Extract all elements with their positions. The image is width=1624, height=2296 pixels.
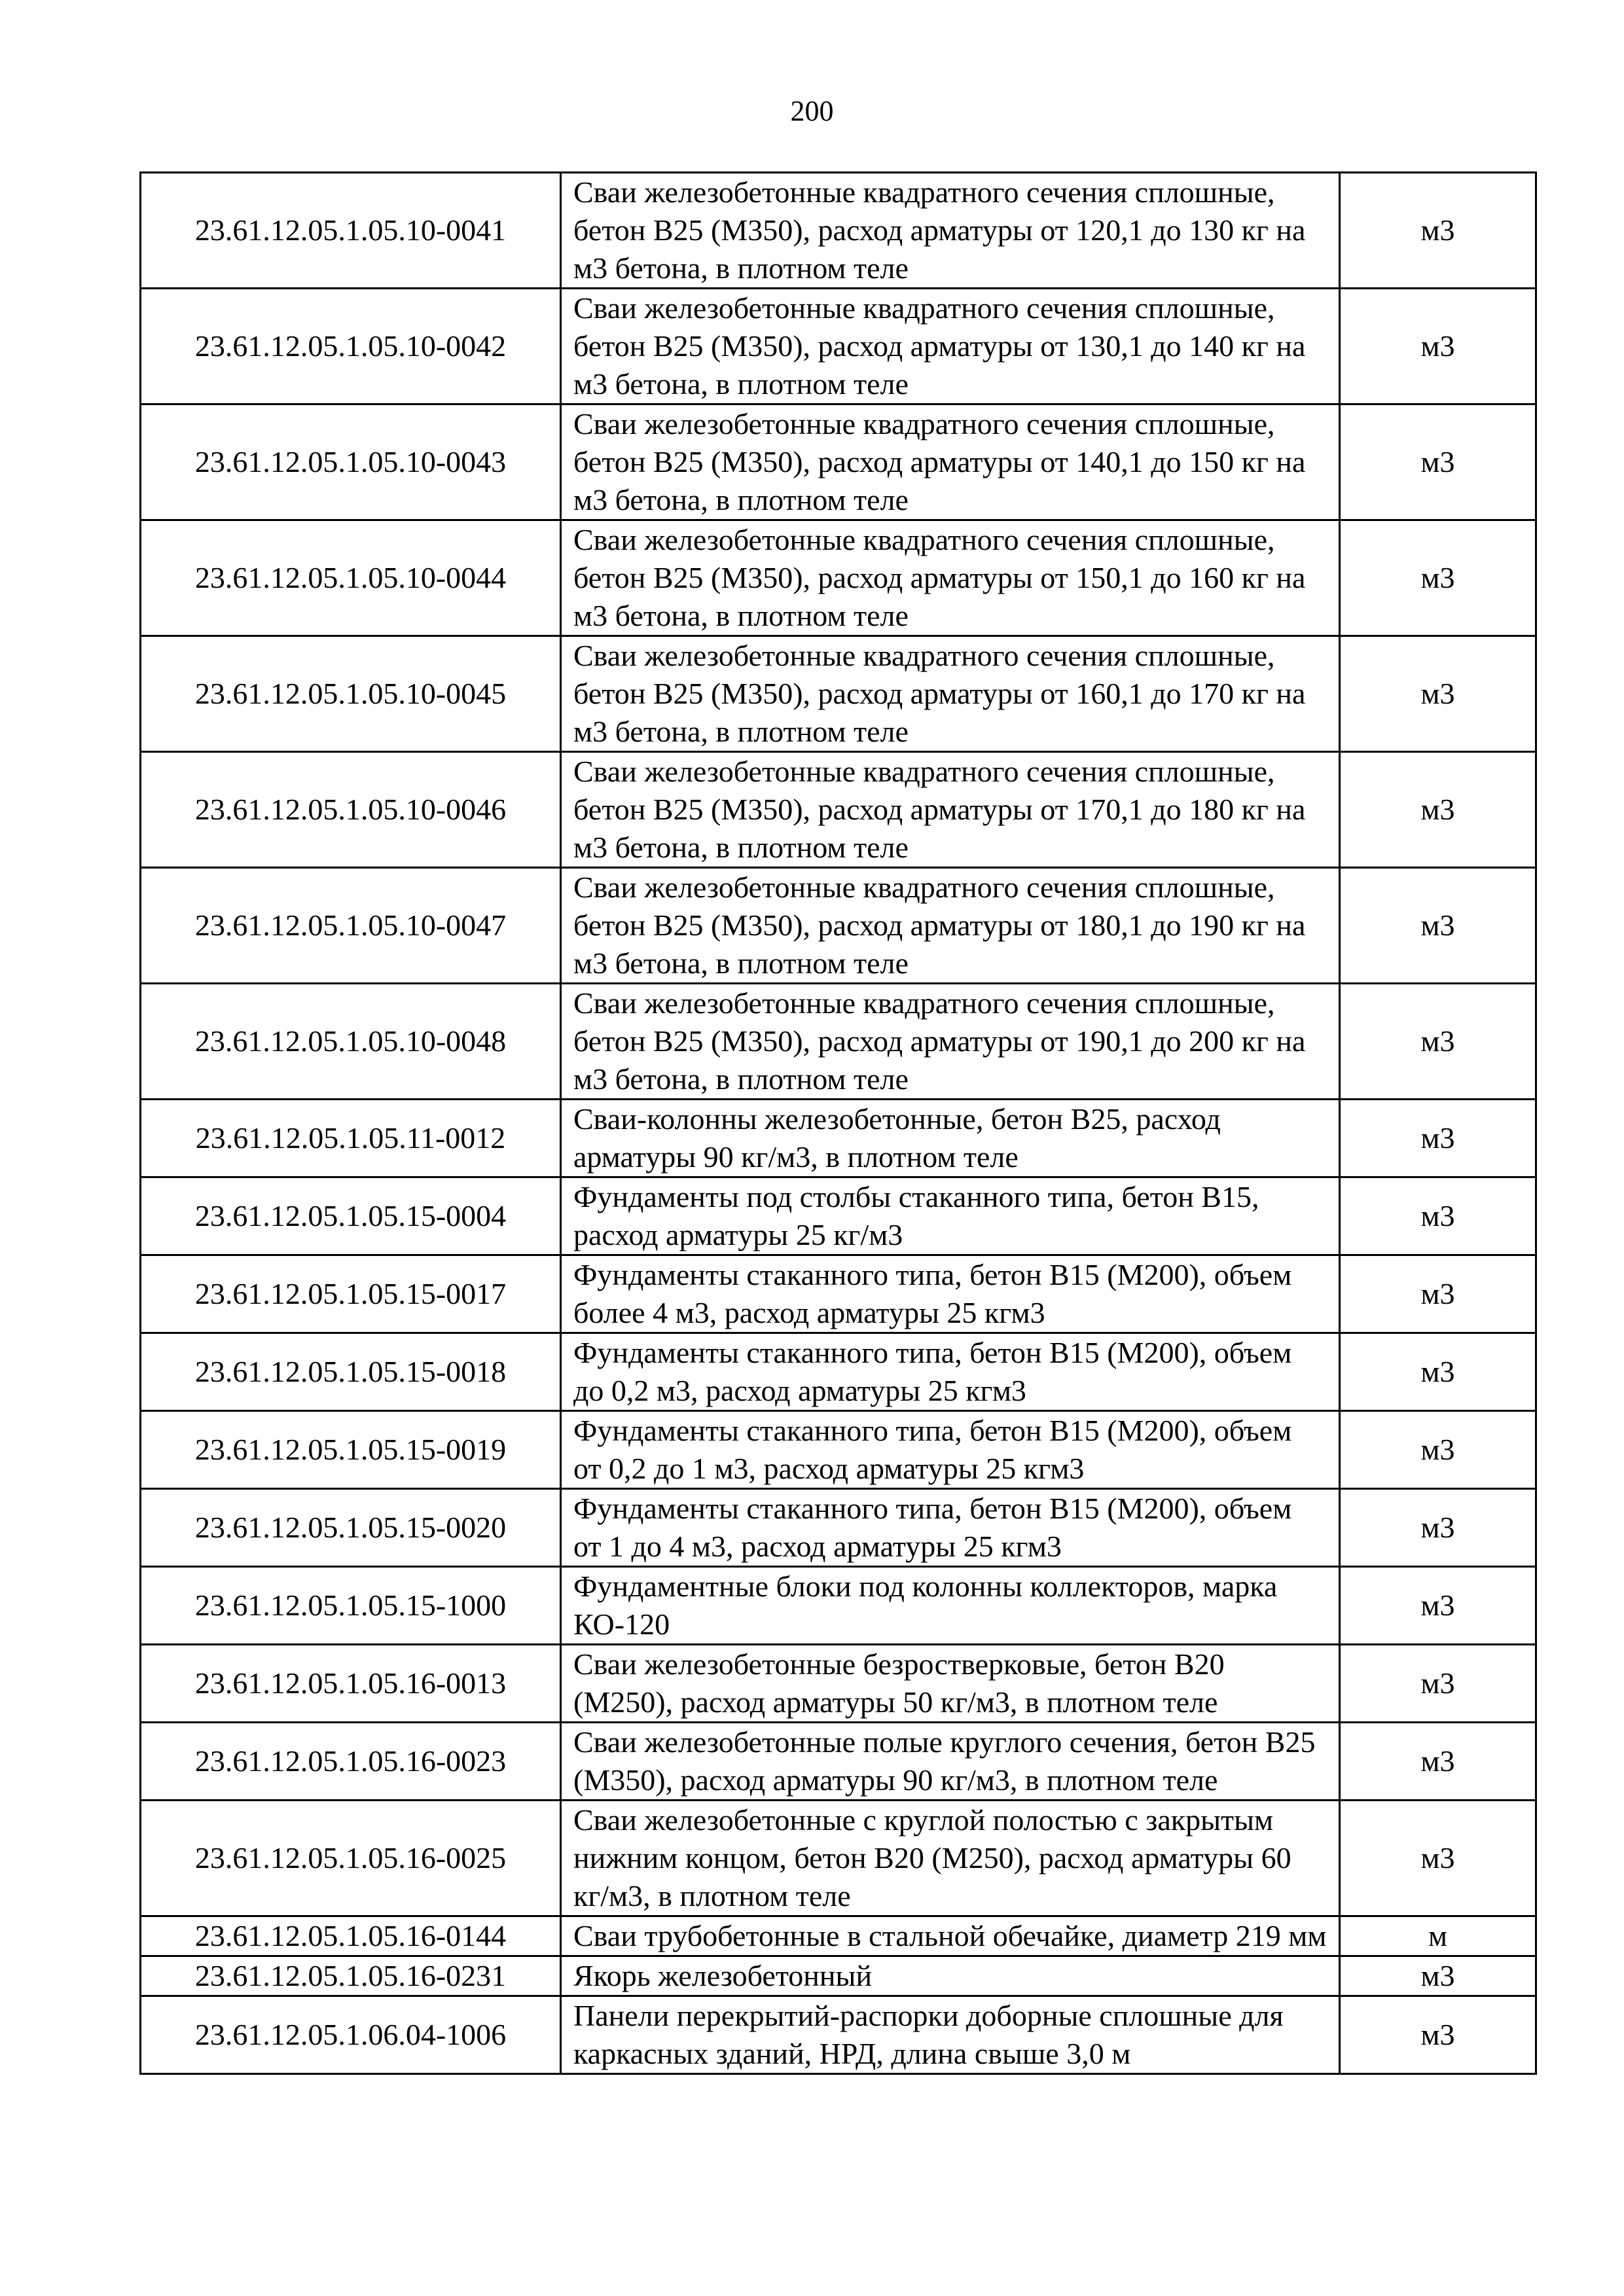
table-row: [141, 1100, 1536, 1177]
code-cell: 23.61.12.05.1.05.15-1000: [141, 1567, 561, 1645]
name-cell: Сваи железобетонные квадратного сечения сплошные, бетон В25 (М350), расход арматуры от 160,1 до 170 кг на м3 бетона, в плотном теле: [561, 636, 1340, 752]
table-row: [141, 289, 1536, 404]
unit-cell: м3: [1340, 1100, 1536, 1177]
name-cell: Сваи железобетонные полые круглого сечения, бетон В25 (М350), расход арматуры 90 кг/м3, в плотном теле: [561, 1723, 1340, 1801]
unit-cell: м3: [1340, 752, 1536, 868]
code-cell: 23.61.12.05.1.05.15-0004: [141, 1177, 561, 1255]
name-cell: Сваи железобетонные квадратного сечения сплошные, бетон В25 (М350), расход арматуры от 120,1 до 130 кг на м3 бетона, в плотном теле: [561, 173, 1340, 289]
table-row: [141, 1916, 1536, 1956]
name-cell: Сваи железобетонные квадратного сечения сплошные, бетон В25 (М350), расход арматуры от 170,1 до 180 кг на м3 бетона, в плотном теле: [561, 752, 1340, 868]
unit-cell: м3: [1340, 1489, 1536, 1567]
name-cell: Фундаменты стаканного типа, бетон В15 (М200), объем от 1 до 4 м3, расход арматуры 25 кгм3: [561, 1489, 1340, 1567]
unit-cell: м3: [1340, 404, 1536, 520]
table-row: [141, 1723, 1536, 1801]
table-row: [141, 1801, 1536, 1916]
code-cell: 23.61.12.05.1.05.10-0046: [141, 752, 561, 868]
unit-cell: м3: [1340, 868, 1536, 984]
name-cell: Панели перекрытий-распорки доборные сплошные для каркасных зданий, НРД, длина свыше 3,0 м: [561, 1996, 1340, 2074]
table-row: [141, 1567, 1536, 1645]
code-cell: 23.61.12.05.1.05.15-0019: [141, 1411, 561, 1489]
table-row: [141, 173, 1536, 289]
table-row: [141, 1996, 1536, 2074]
table-row: [141, 1489, 1536, 1567]
resource-table: [139, 171, 1537, 2075]
unit-cell: м3: [1340, 1333, 1536, 1411]
table-row: [141, 984, 1536, 1100]
table-row: [141, 752, 1536, 868]
table-row: [141, 868, 1536, 984]
table-row: [141, 1411, 1536, 1489]
table-row: [141, 404, 1536, 520]
name-cell: Сваи трубобетонные в стальной обечайке, диаметр 219 мм: [561, 1916, 1340, 1956]
page-number: 200: [790, 95, 834, 127]
name-cell: Фундаменты стаканного типа, бетон В15 (М200), объем до 0,2 м3, расход арматуры 25 кгм3: [561, 1333, 1340, 1411]
code-cell: 23.61.12.05.1.05.15-0020: [141, 1489, 561, 1567]
name-cell: Фундаменты под столбы стаканного типа, бетон В15, расход арматуры 25 кг/м3: [561, 1177, 1340, 1255]
table-row: [141, 1956, 1536, 1996]
name-cell: Сваи железобетонные безростверковые, бетон В20 (М250), расход арматуры 50 кг/м3, в плотном теле: [561, 1645, 1340, 1723]
unit-cell: м3: [1340, 1996, 1536, 2074]
unit-cell: м3: [1340, 173, 1536, 289]
table-row: [141, 636, 1536, 752]
code-cell: 23.61.12.05.1.05.10-0043: [141, 404, 561, 520]
unit-cell: м3: [1340, 1645, 1536, 1723]
code-cell: 23.61.12.05.1.05.15-0018: [141, 1333, 561, 1411]
code-cell: 23.61.12.05.1.05.16-0023: [141, 1723, 561, 1801]
table-row: [141, 1645, 1536, 1723]
code-cell: 23.61.12.05.1.05.10-0048: [141, 984, 561, 1100]
unit-cell: м3: [1340, 1567, 1536, 1645]
table-row: [141, 1333, 1536, 1411]
code-cell: 23.61.12.05.1.05.10-0044: [141, 520, 561, 636]
name-cell: Фундаменты стаканного типа, бетон В15 (М200), объем более 4 м3, расход арматуры 25 кгм3: [561, 1255, 1340, 1333]
code-cell: 23.61.12.05.1.05.10-0042: [141, 289, 561, 404]
unit-cell: м: [1340, 1916, 1536, 1956]
name-cell: Сваи железобетонные с круглой полостью с закрытым нижним концом, бетон В20 (М250), расход арматуры 60 кг/м3, в плотном теле: [561, 1801, 1340, 1916]
code-cell: 23.61.12.05.1.05.16-0025: [141, 1801, 561, 1916]
table-row: [141, 520, 1536, 636]
unit-cell: м3: [1340, 1411, 1536, 1489]
code-cell: 23.61.12.05.1.05.11-0012: [141, 1100, 561, 1177]
name-cell: Фундаменты стаканного типа, бетон В15 (М200), объем от 0,2 до 1 м3, расход арматуры 25 кгм3: [561, 1411, 1340, 1489]
unit-cell: м3: [1340, 520, 1536, 636]
code-cell: 23.61.12.05.1.06.04-1006: [141, 1996, 561, 2074]
table-row: [141, 1255, 1536, 1333]
unit-cell: м3: [1340, 1801, 1536, 1916]
unit-cell: м3: [1340, 1177, 1536, 1255]
unit-cell: м3: [1340, 1956, 1536, 1996]
code-cell: 23.61.12.05.1.05.16-0013: [141, 1645, 561, 1723]
table-body: [141, 173, 1536, 2074]
table-row: [141, 1177, 1536, 1255]
name-cell: Сваи-колонны железобетонные, бетон В25, расход арматуры 90 кг/м3, в плотном теле: [561, 1100, 1340, 1177]
name-cell: Сваи железобетонные квадратного сечения сплошные, бетон В25 (М350), расход арматуры от 190,1 до 200 кг на м3 бетона, в плотном теле: [561, 984, 1340, 1100]
name-cell: Сваи железобетонные квадратного сечения сплошные, бетон В25 (М350), расход арматуры от 130,1 до 140 кг на м3 бетона, в плотном теле: [561, 289, 1340, 404]
code-cell: 23.61.12.05.1.05.15-0017: [141, 1255, 561, 1333]
unit-cell: м3: [1340, 289, 1536, 404]
unit-cell: м3: [1340, 984, 1536, 1100]
unit-cell: м3: [1340, 636, 1536, 752]
name-cell: Сваи железобетонные квадратного сечения сплошные, бетон В25 (М350), расход арматуры от 180,1 до 190 кг на м3 бетона, в плотном теле: [561, 868, 1340, 984]
code-cell: 23.61.12.05.1.05.10-0047: [141, 868, 561, 984]
code-cell: 23.61.12.05.1.05.16-0144: [141, 1916, 561, 1956]
name-cell: Сваи железобетонные квадратного сечения сплошные, бетон В25 (М350), расход арматуры от 150,1 до 160 кг на м3 бетона, в плотном теле: [561, 520, 1340, 636]
name-cell: Якорь железобетонный: [561, 1956, 1340, 1996]
unit-cell: м3: [1340, 1255, 1536, 1333]
name-cell: Сваи железобетонные квадратного сечения сплошные, бетон В25 (М350), расход арматуры от 140,1 до 150 кг на м3 бетона, в плотном теле: [561, 404, 1340, 520]
name-cell: Фундаментные блоки под колонны коллекторов, марка КО-120: [561, 1567, 1340, 1645]
code-cell: 23.61.12.05.1.05.16-0231: [141, 1956, 561, 1996]
unit-cell: м3: [1340, 1723, 1536, 1801]
code-cell: 23.61.12.05.1.05.10-0041: [141, 173, 561, 289]
code-cell: 23.61.12.05.1.05.10-0045: [141, 636, 561, 752]
